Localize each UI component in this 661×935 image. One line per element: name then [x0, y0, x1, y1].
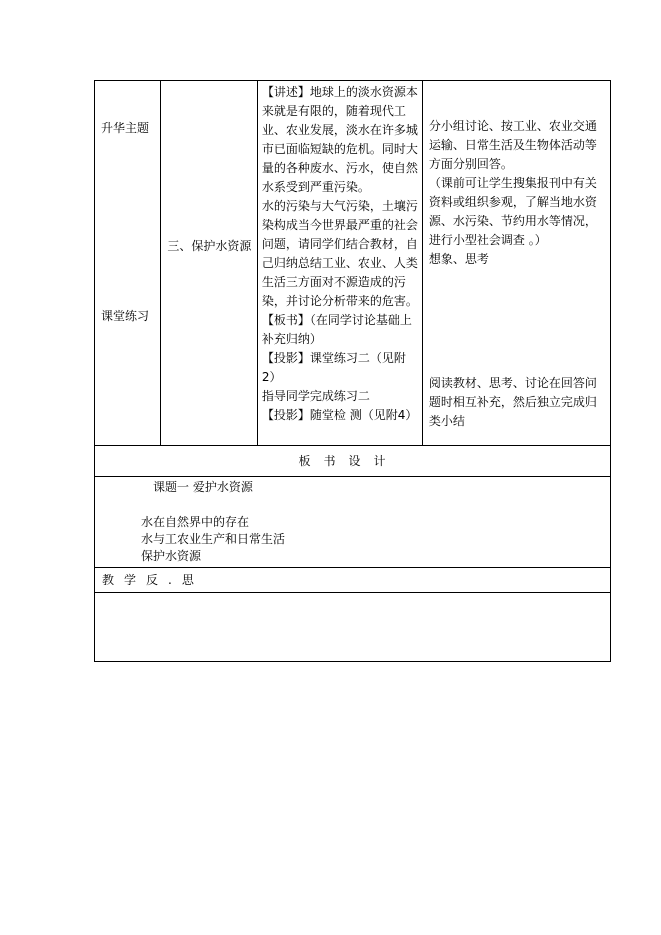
teacher-guide: 指导同学完成练习二 [261, 389, 370, 403]
content-title-cell [161, 81, 258, 446]
student-survey: （课前可让学生搜集报刊中有关资料或组织参观，了解当地水资源、水污染、节约用水等情况，进行小型社会调查 。） [428, 176, 597, 247]
teaching-reflection-body [95, 593, 611, 662]
teacher-discussion: 水的污染与大气污染，土壤污染构成当今世界最严重的社会问题，请同学们结合教材，自己归纳总结工业、农业、人类生活三方面对不源造成的污染，并讨论分析带来的危害。 [261, 199, 418, 308]
student-block-1 [429, 117, 607, 269]
teacher-lecture: 【讲述】地球上的淡水资源本来就是有限的，随着现代工业、农业发展，淡水在许多城市已面临短缺的危机。同时大量的各种废水、污水，使自然水系受到严重污染。 [261, 85, 418, 194]
stage-label-sublimation: 升华主题 [101, 121, 150, 135]
stage-cell [95, 81, 161, 446]
teacher-activity-cell [257, 81, 422, 446]
student-block-2 [429, 374, 607, 431]
banner-row [95, 446, 611, 477]
teaching-reflection-heading: 教学反.思 [95, 568, 611, 593]
reflect-body-row [95, 593, 611, 662]
board-design-cell [95, 477, 611, 568]
student-imagine: 想象、思考 [428, 252, 489, 266]
student-group-discussion: 分小组讨论、按工业、农业交通运输、日常生活及生物体活动等方面分别回答。 [428, 119, 597, 171]
board-item: 水与工农业生产和日常生活 [141, 532, 286, 546]
teacher-board: 【板书】（在同学讨论基础上补充归纳） [261, 313, 412, 346]
content-title: 三、保护水资源 [167, 239, 252, 253]
lesson-table [94, 80, 611, 662]
stage-label-practice: 课堂练习 [101, 309, 150, 323]
board-design-heading: 板书设计 [95, 446, 611, 477]
student-read: 阅读教材、思考、讨论在回答问题时相互补充，然后独立完成归类小结 [428, 376, 597, 428]
student-activity-cell [422, 81, 610, 446]
reflect-row [95, 568, 611, 593]
board-title: 课题一 爱护水资源 [153, 480, 253, 494]
teacher-projection-1: 【投影】课堂练习二（见附2） [261, 351, 406, 384]
teacher-projection-2: 【投影】随堂检 测（见附4） [261, 408, 418, 422]
board-row [95, 477, 611, 568]
lesson-row [95, 81, 611, 446]
board-item: 水在自然界中的存在 [141, 515, 250, 529]
board-item: 保护水资源 [141, 549, 202, 563]
